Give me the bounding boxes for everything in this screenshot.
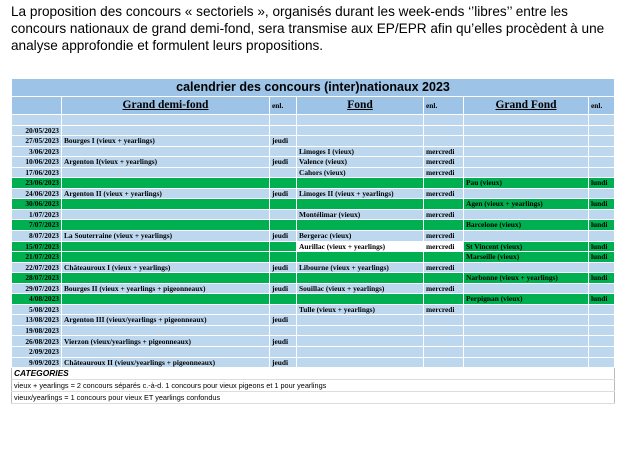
- row-date: 27/05/2023: [12, 136, 62, 147]
- row-gdf-enl: jeudi: [270, 262, 297, 273]
- row-gdf-enl: jeudi: [270, 283, 297, 294]
- row-date: 7/07/2023: [12, 220, 62, 231]
- row-grand-demi-fond: [62, 199, 270, 210]
- row-grand-fond: [464, 283, 589, 294]
- table-row: [12, 347, 615, 358]
- row-gf-enl: lundi: [589, 199, 615, 210]
- row-date: 22/07/2023: [12, 262, 62, 273]
- row-date: 24/06/2023: [12, 188, 62, 199]
- table-row: [12, 157, 615, 168]
- row-grand-demi-fond: Argenton II (vieux + yearlings): [62, 188, 270, 199]
- header-grand-fond: Grand Fond: [464, 97, 589, 115]
- row-date: 21/07/2023: [12, 252, 62, 263]
- row-fond-enl: [424, 315, 464, 326]
- row-date: 19/08/2023: [12, 325, 62, 336]
- row-fond: [297, 252, 424, 263]
- row-fond-enl: [424, 325, 464, 336]
- row-fond: [297, 315, 424, 326]
- row-gdf-enl: [270, 199, 297, 210]
- row-gf-enl: [589, 262, 615, 273]
- row-gdf-enl: jeudi: [270, 188, 297, 199]
- row-fond: Aurillac (vieux + yearlings): [297, 241, 424, 252]
- row-fond: Cahors (vieux): [297, 167, 424, 178]
- row-grand-fond: Narbonne (vieux + yearlings): [464, 273, 589, 284]
- row-fond: [297, 136, 424, 147]
- row-grand-fond: [464, 357, 589, 368]
- header-fond-enl: enl.: [424, 97, 464, 115]
- row-gf-enl: [589, 188, 615, 199]
- row-grand-fond: [464, 209, 589, 220]
- row-gf-enl: [589, 146, 615, 157]
- row-gf-enl: [589, 325, 615, 336]
- row-grand-fond: [464, 136, 589, 147]
- row-fond-enl: [424, 294, 464, 305]
- row-grand-demi-fond: [62, 178, 270, 189]
- row-grand-demi-fond: Bourges II (vieux + yearlings + pigeonneaux): [62, 283, 270, 294]
- row-fond: [297, 199, 424, 210]
- row-fond: Limoges II (vieux + yearlings): [297, 188, 424, 199]
- table-row: [12, 167, 615, 178]
- row-grand-fond: Marseille (vieux): [464, 252, 589, 263]
- row-date: 15/07/2023: [12, 241, 62, 252]
- row-gf-enl: [589, 231, 615, 242]
- row-grand-demi-fond: [62, 304, 270, 315]
- row-grand-fond: [464, 315, 589, 326]
- row-fond-enl: [424, 199, 464, 210]
- table-row: [12, 199, 615, 210]
- row-grand-fond: [464, 262, 589, 273]
- row-fond: Souillac (vieux + yearlings): [297, 283, 424, 294]
- row-grand-fond: St Vincent (vieux): [464, 241, 589, 252]
- table-row: [12, 115, 615, 126]
- table-row: [12, 220, 615, 231]
- row-gdf-enl: [270, 241, 297, 252]
- row-fond: [297, 325, 424, 336]
- row-grand-demi-fond: Châteauroux I (vieux + yearlings): [62, 262, 270, 273]
- row-gdf-enl: [270, 220, 297, 231]
- row-date: 29/07/2023: [12, 283, 62, 294]
- row-gf-enl: lundi: [589, 241, 615, 252]
- row-fond-enl: [424, 347, 464, 358]
- row-fond-enl: mercredi: [424, 209, 464, 220]
- row-grand-demi-fond: [62, 241, 270, 252]
- row-gdf-enl: [270, 167, 297, 178]
- table-row: [12, 283, 615, 294]
- table-row: [12, 315, 615, 326]
- row-grand-demi-fond: Argenton I(vieux + yearlings): [62, 157, 270, 168]
- table-row: [12, 325, 615, 336]
- row-grand-demi-fond: [62, 220, 270, 231]
- row-grand-fond: [464, 336, 589, 347]
- row-gdf-enl: [270, 252, 297, 263]
- row-gf-enl: lundi: [589, 252, 615, 263]
- row-fond: Valence (vieux): [297, 157, 424, 168]
- row-fond: Bergerac (vieux): [297, 231, 424, 242]
- row-fond-enl: [424, 125, 464, 136]
- row-date: 4/08/2023: [12, 294, 62, 305]
- row-date: 3/06/2023: [12, 146, 62, 157]
- row-gdf-enl: jeudi: [270, 315, 297, 326]
- row-gf-enl: [589, 136, 615, 147]
- row-grand-demi-fond: [62, 125, 270, 136]
- row-gf-enl: [589, 125, 615, 136]
- row-grand-demi-fond: [62, 325, 270, 336]
- header-grand-demi-fond: Grand demi-fond: [62, 97, 270, 115]
- row-date: 20/05/2023: [12, 125, 62, 136]
- table-row: [12, 357, 615, 368]
- row-fond: [297, 273, 424, 284]
- row-date: 30/06/2023: [12, 199, 62, 210]
- row-date: 13/08/2023: [12, 315, 62, 326]
- row-grand-fond: [464, 146, 589, 157]
- row-fond: [297, 347, 424, 358]
- header-gdf-enl: enl.: [270, 97, 297, 115]
- row-date: 5/08/2023: [12, 304, 62, 315]
- row-gf-enl: lundi: [589, 273, 615, 284]
- row-fond-enl: [424, 273, 464, 284]
- row-fond-enl: [424, 357, 464, 368]
- table-row: [12, 336, 615, 347]
- row-fond-enl: [424, 115, 464, 126]
- legend-line: vieux + yearlings = 2 concours séparés c.-à-d. 1 concours pour vieux pigeons et 1 pour yearlings: [12, 380, 615, 392]
- row-fond: [297, 115, 424, 126]
- header-fond: Fond: [297, 97, 424, 115]
- table-row: [12, 241, 615, 252]
- table-row: [12, 304, 615, 315]
- row-gdf-enl: [270, 304, 297, 315]
- row-grand-fond: [464, 167, 589, 178]
- row-date: 28/07/2023: [12, 273, 62, 284]
- intro-paragraph: La proposition des concours « sectoriels », organisés durant les week-ends ‘’libres’’ entre les concours nationaux de grand demi-fond, sera transmise aux EP/EPR afin qu’elles procèdent à une analyse approfondie et formulent leurs propositions.: [11, 4, 605, 53]
- row-grand-fond: [464, 157, 589, 168]
- row-date: 2/09/2023: [12, 347, 62, 358]
- row-gdf-enl: [270, 347, 297, 358]
- row-grand-fond: [464, 347, 589, 358]
- row-gdf-enl: [270, 146, 297, 157]
- row-gf-enl: lundi: [589, 294, 615, 305]
- row-gdf-enl: [270, 294, 297, 305]
- row-gdf-enl: [270, 125, 297, 136]
- table-row: [12, 136, 615, 147]
- row-fond: [297, 294, 424, 305]
- row-grand-fond: [464, 325, 589, 336]
- row-fond-enl: mercredi: [424, 146, 464, 157]
- row-gdf-enl: jeudi: [270, 157, 297, 168]
- row-fond-enl: mercredi: [424, 231, 464, 242]
- row-fond-enl: [424, 252, 464, 263]
- row-grand-demi-fond: [62, 115, 270, 126]
- row-fond-enl: mercredi: [424, 241, 464, 252]
- table-row: [12, 146, 615, 157]
- row-fond-enl: mercredi: [424, 157, 464, 168]
- row-gf-enl: [589, 115, 615, 126]
- table-row: [12, 188, 615, 199]
- row-grand-demi-fond: Châteauroux II (vieux/yearlings + pigeonneaux): [62, 357, 270, 368]
- row-fond: [297, 178, 424, 189]
- row-fond-enl: [424, 220, 464, 231]
- row-gf-enl: [589, 315, 615, 326]
- row-date: [12, 115, 62, 126]
- row-fond-enl: mercredi: [424, 167, 464, 178]
- row-grand-fond: [464, 304, 589, 315]
- row-fond: Tulle (vieux + yearlings): [297, 304, 424, 315]
- table-row: [12, 178, 615, 189]
- row-grand-fond: Pau (vieux): [464, 178, 589, 189]
- table-row: [12, 209, 615, 220]
- row-gf-enl: [589, 157, 615, 168]
- table-row: [12, 125, 615, 136]
- row-fond: Montélimar (vieux): [297, 209, 424, 220]
- row-grand-demi-fond: [62, 294, 270, 305]
- row-gf-enl: [589, 283, 615, 294]
- row-fond: Limoges I (vieux): [297, 146, 424, 157]
- row-date: 9/09/2023: [12, 357, 62, 368]
- row-fond: [297, 220, 424, 231]
- row-grand-fond: [464, 115, 589, 126]
- table-row: [12, 231, 615, 242]
- row-gf-enl: lundi: [589, 178, 615, 189]
- row-grand-demi-fond: Argenton III (vieux/yearlings + pigeonneaux): [62, 315, 270, 326]
- table-row: [12, 252, 615, 263]
- row-grand-demi-fond: Vierzon (vieux/yearlings + pigeonneaux): [62, 336, 270, 347]
- header-gf-enl: enl.: [589, 97, 615, 115]
- row-fond-enl: mercredi: [424, 304, 464, 315]
- row-fond-enl: mercredi: [424, 262, 464, 273]
- row-fond: [297, 125, 424, 136]
- row-grand-demi-fond: La Souterraine (vieux + yearlings): [62, 231, 270, 242]
- row-gdf-enl: jeudi: [270, 231, 297, 242]
- row-gf-enl: [589, 167, 615, 178]
- table-row: [12, 273, 615, 284]
- row-date: 1/07/2023: [12, 209, 62, 220]
- row-fond: [297, 357, 424, 368]
- row-fond: [297, 336, 424, 347]
- row-grand-demi-fond: Bourges I (vieux + yearlings): [62, 136, 270, 147]
- table-row: [12, 262, 615, 273]
- row-gdf-enl: jeudi: [270, 357, 297, 368]
- row-fond-enl: mercredi: [424, 188, 464, 199]
- row-gf-enl: [589, 209, 615, 220]
- row-grand-fond: Perpignan (vieux): [464, 294, 589, 305]
- row-fond: Libourne (vieux + yearlings): [297, 262, 424, 273]
- row-gf-enl: [589, 336, 615, 347]
- table-row: [12, 294, 615, 305]
- row-gdf-enl: [270, 273, 297, 284]
- row-date: 8/07/2023: [12, 231, 62, 242]
- row-grand-fond: [464, 125, 589, 136]
- row-date: 23/06/2023: [12, 178, 62, 189]
- row-gdf-enl: [270, 325, 297, 336]
- row-grand-demi-fond: [62, 252, 270, 263]
- row-date: 26/08/2023: [12, 336, 62, 347]
- row-fond-enl: mercredi: [424, 283, 464, 294]
- row-grand-demi-fond: [62, 209, 270, 220]
- row-gdf-enl: jeudi: [270, 136, 297, 147]
- header-date: [12, 97, 62, 115]
- row-gf-enl: [589, 304, 615, 315]
- row-gdf-enl: jeudi: [270, 336, 297, 347]
- row-gf-enl: [589, 357, 615, 368]
- row-fond-enl: [424, 336, 464, 347]
- legend-line: vieux/yearlings = 1 concours pour vieux ET yearlings confondus: [12, 392, 615, 404]
- row-grand-fond: Agen (vieux + yearlings): [464, 199, 589, 210]
- row-fond-enl: [424, 178, 464, 189]
- row-gf-enl: lundi: [589, 220, 615, 231]
- row-grand-demi-fond: [62, 347, 270, 358]
- row-date: 17/06/2023: [12, 167, 62, 178]
- legend-title: CATEGORIES: [12, 368, 615, 380]
- row-grand-fond: [464, 231, 589, 242]
- row-grand-fond: Barcelone (vieux): [464, 220, 589, 231]
- row-gdf-enl: [270, 209, 297, 220]
- row-fond-enl: [424, 136, 464, 147]
- row-gdf-enl: [270, 178, 297, 189]
- row-grand-demi-fond: [62, 167, 270, 178]
- row-date: 10/06/2023: [12, 157, 62, 168]
- table-title: calendrier des concours (inter)nationaux 2023: [12, 79, 615, 97]
- row-gdf-enl: [270, 115, 297, 126]
- row-gf-enl: [589, 347, 615, 358]
- competition-calendar-table: [11, 78, 615, 404]
- row-grand-fond: [464, 188, 589, 199]
- row-grand-demi-fond: [62, 273, 270, 284]
- row-grand-demi-fond: [62, 146, 270, 157]
